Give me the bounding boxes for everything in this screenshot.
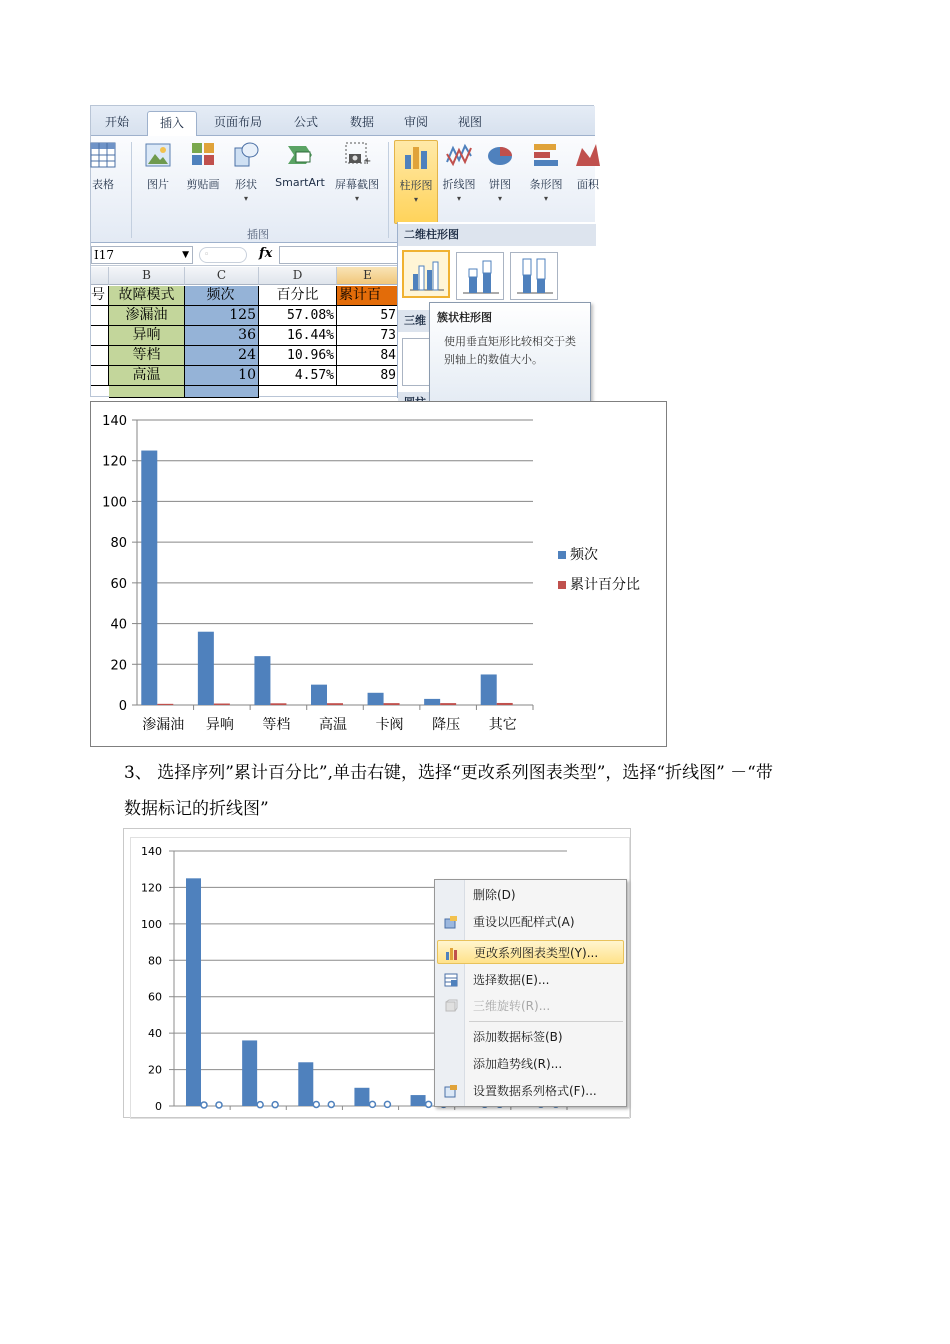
chart-type-tooltip (429, 302, 591, 402)
tab-review[interactable]: 审阅 (403, 115, 428, 129)
menu-separator (469, 1021, 623, 1022)
y-tick-label: 40 (110, 617, 127, 633)
cell-mode[interactable]: 等档 (109, 346, 185, 366)
bar-frequency (254, 656, 270, 705)
column-header-b[interactable]: B (109, 267, 185, 285)
stacked-column-icon (457, 253, 503, 299)
series-marker (216, 1102, 222, 1108)
cell-row-index[interactable] (91, 346, 109, 366)
menu-item-label: 删除(D) (473, 888, 516, 902)
y-tick-label: 120 (102, 454, 127, 470)
chevron-down-icon: ▾ (497, 194, 502, 203)
chevron-down-icon: ▾ (543, 194, 548, 203)
bar-cumulative (214, 704, 230, 705)
bar-frequency (411, 1095, 426, 1106)
y-tick-label: 120 (141, 881, 162, 895)
tab-home[interactable]: 开始 (104, 115, 129, 129)
column-chart-label: 柱形图 (399, 179, 433, 192)
bar-frequency (198, 632, 214, 705)
screenshot-label: 屏幕截图 (335, 178, 379, 191)
pie-chart-button[interactable] (483, 140, 517, 224)
tooltip-title: 簇状柱形图 (437, 311, 492, 324)
tab-formulas[interactable]: 公式 (293, 115, 318, 129)
menu-item-label: 选择数据(E)... (473, 973, 550, 987)
smartart-label: SmartArt (275, 176, 325, 189)
tab-insert[interactable]: 插入 (147, 111, 197, 137)
series-marker (313, 1101, 319, 1107)
cell-mode[interactable]: 高温 (109, 366, 185, 386)
smartart-button[interactable] (269, 140, 331, 224)
area-chart-label: 面积 (577, 178, 599, 191)
illustrations-group-label: 插图 (247, 228, 269, 241)
clipart-button[interactable] (181, 140, 225, 224)
area-chart-icon (574, 140, 602, 170)
x-tick-label: 异响 (205, 717, 234, 733)
cell-mode-partial[interactable] (109, 386, 185, 398)
y-tick-label: 80 (110, 536, 127, 552)
series-marker (426, 1101, 432, 1107)
cell-partial-header[interactable]: 号 (91, 286, 109, 306)
table-icon (89, 140, 117, 170)
formula-cancel-enter-area: ◦ (199, 247, 247, 263)
y-tick-label: 140 (141, 845, 162, 858)
y-tick-label: 60 (110, 576, 127, 592)
shapes-label: 形状 (235, 178, 257, 191)
bar-frequency (141, 451, 157, 705)
bar-chart-button[interactable] (525, 140, 567, 224)
chevron-down-icon: ▾ (354, 194, 359, 203)
clustered-column-icon (404, 252, 448, 296)
x-tick-label: 降压 (432, 717, 461, 733)
cell-cumulative[interactable]: 84 (337, 346, 399, 366)
ribbon-tab-bar (91, 106, 595, 136)
cell-frequency[interactable]: 10 (185, 366, 259, 386)
name-box[interactable] (91, 246, 193, 264)
menu-item-label: 添加趋势线(R)... (473, 1057, 563, 1071)
menu-item-label: 更改系列图表类型(Y)... (474, 946, 599, 960)
tooltip-body: 使用垂直矩形比较相交于类别轴上的数值大小。 (444, 335, 576, 366)
cell-row-index[interactable] (91, 326, 109, 346)
menu-item-3d-rotation (437, 994, 624, 1018)
cell-row-index[interactable] (91, 306, 109, 326)
series-marker (201, 1102, 207, 1108)
cell-cumulative[interactable]: 57 (337, 306, 399, 326)
excel-insert-ribbon-screenshot (90, 105, 599, 397)
line-chart-button[interactable] (439, 140, 479, 224)
y-tick-label: 80 (148, 954, 162, 968)
series-marker (272, 1102, 278, 1108)
cell-frequency-partial[interactable] (185, 386, 259, 398)
format-series-icon (444, 1084, 458, 1098)
menu-item-reset-style[interactable] (437, 910, 624, 934)
column-chart-icon (402, 141, 430, 171)
chart-canvas (91, 402, 666, 746)
cell-cumulative[interactable]: 89 (337, 366, 399, 386)
x-tick-label: 其它 (488, 717, 517, 733)
bar-frequency (354, 1088, 369, 1106)
y-tick-label: 140 (102, 414, 127, 429)
line-chart-label: 折线图 (442, 178, 476, 191)
bar-cumulative (270, 703, 286, 705)
cell-header-cumulative[interactable]: 累计百 (337, 286, 399, 306)
smartart-icon (286, 140, 314, 170)
column-header-partial[interactable] (91, 267, 109, 285)
bar-frequency (311, 685, 327, 705)
bar-frequency (298, 1062, 313, 1106)
chevron-down-icon: ▼ (182, 250, 189, 260)
bar-cumulative (384, 703, 400, 705)
bar-chart-label: 条形图 (529, 178, 563, 191)
menu-item-label: 三维旋转(R)... (473, 999, 551, 1013)
series-marker (328, 1101, 334, 1107)
y-tick-label: 20 (110, 658, 127, 674)
y-tick-label: 40 (148, 1027, 162, 1041)
y-tick-label: 20 (148, 1063, 162, 1077)
3d-column-thumb[interactable] (402, 338, 432, 386)
pie-chart-icon (486, 140, 514, 170)
y-tick-label: 60 (148, 990, 162, 1004)
screenshot-button[interactable] (331, 140, 383, 224)
picture-button[interactable] (141, 140, 175, 224)
legend-swatch (558, 581, 566, 589)
cell-mode[interactable]: 异响 (109, 326, 185, 346)
cell-row-index[interactable] (91, 366, 109, 386)
column-header-e[interactable]: E (337, 267, 399, 285)
tab-data[interactable]: 数据 (349, 115, 374, 129)
column-chart-frequency (90, 401, 667, 747)
shapes-button[interactable] (229, 140, 263, 224)
clipart-icon (189, 140, 217, 170)
series-context-menu (434, 879, 627, 1107)
x-tick-label: 等档 (262, 717, 291, 733)
cell-frequency[interactable]: 125 (185, 306, 259, 326)
menu-item-label: 设置数据系列格式(F)... (473, 1084, 597, 1098)
menu-item-select-data[interactable] (437, 968, 624, 992)
series-marker (257, 1102, 263, 1108)
picture-label: 图片 (147, 178, 169, 191)
cell-percent[interactable]: 10.96% (259, 346, 337, 366)
menu-item-label: 添加数据标签(B) (473, 1030, 563, 1044)
bar-cumulative (440, 703, 456, 705)
name-box-value: I17 (94, 248, 115, 262)
gallery-section-3d: 三维 (398, 310, 430, 332)
instruction-step-3-line1: 3、 选择序列”累计百分比”,单击右键，选择“更改系列图表类型”，选择“折线图” －“带 (124, 763, 773, 783)
tab-view[interactable]: 视图 (457, 115, 482, 129)
cell-header-percent[interactable]: 百分比 (259, 286, 337, 306)
percent-stacked-column-icon (511, 253, 557, 299)
cell-mode[interactable]: 渗漏油 (109, 306, 185, 326)
chevron-down-icon: ▾ (456, 194, 461, 203)
y-tick-label: 0 (155, 1100, 162, 1113)
series-marker (369, 1101, 375, 1107)
cell-percent[interactable]: 16.44% (259, 326, 337, 346)
tab-page-layout[interactable]: 页面布局 (213, 115, 262, 129)
cell-header-mode[interactable]: 故障模式 (109, 286, 185, 306)
bar-frequency (368, 693, 384, 705)
cell-cumulative[interactable]: 73 (337, 326, 399, 346)
legend-label: 累计百分比 (570, 577, 640, 593)
cell-percent[interactable]: 57.08% (259, 306, 337, 326)
y-tick-label: 100 (102, 495, 127, 511)
bar-frequency (186, 878, 201, 1106)
x-tick-label: 卡阀 (375, 717, 404, 733)
table-button[interactable] (85, 140, 121, 224)
bar-frequency (242, 1040, 257, 1106)
column-header-c[interactable]: C (185, 267, 259, 285)
bar-frequency (481, 674, 497, 705)
menu-item-delete[interactable] (437, 883, 624, 907)
group-separator (388, 142, 389, 238)
cell-percent[interactable]: 4.57% (259, 366, 337, 386)
menu-item-format-data-series[interactable] (437, 1079, 624, 1103)
clipart-label: 剪贴画 (186, 178, 220, 191)
percent-stacked-column-thumb[interactable] (510, 252, 558, 300)
menu-item-label: 重设以匹配样式(A) (473, 915, 575, 929)
cell-frequency[interactable]: 36 (185, 326, 259, 346)
menu-item-change-series-chart-type[interactable] (437, 940, 624, 964)
chevron-down-icon: ▾ (413, 195, 418, 204)
screenshot-icon (343, 140, 371, 170)
group-separator (131, 142, 132, 238)
cell-frequency[interactable]: 24 (185, 346, 259, 366)
column-chart-button[interactable] (394, 140, 438, 224)
instruction-step-3-line2: 数据标记的折线图” (124, 799, 269, 819)
legend-label: 频次 (570, 547, 598, 563)
menu-item-add-data-labels[interactable] (437, 1025, 624, 1049)
insert-function-icon[interactable]: fx (259, 246, 273, 261)
menu-item-add-trendline[interactable] (437, 1052, 624, 1076)
column-header-d[interactable]: D (259, 267, 337, 285)
y-tick-label: 100 (141, 917, 162, 931)
bar-chart-icon (532, 140, 560, 170)
stacked-column-thumb[interactable] (456, 252, 504, 300)
x-tick-label: 高温 (319, 717, 347, 733)
select-data-icon (444, 973, 458, 987)
bar-cumulative (497, 703, 513, 705)
line-chart-icon (445, 140, 473, 170)
x-tick-label: 渗漏油 (142, 717, 185, 733)
bar-cumulative (327, 703, 343, 705)
pie-chart-label: 饼图 (489, 178, 511, 191)
gallery-section-2d: 二维柱形图 (398, 224, 596, 246)
bar-frequency (424, 699, 440, 705)
bar-cumulative (157, 704, 173, 705)
y-tick-label: 0 (118, 699, 127, 714)
shapes-icon (232, 140, 260, 170)
series-marker (384, 1101, 390, 1107)
chevron-down-icon: ▾ (243, 194, 248, 203)
3d-rotation-icon (444, 999, 458, 1013)
cell-header-frequency[interactable]: 频次 (185, 286, 259, 306)
reset-style-icon (444, 915, 458, 929)
picture-icon (144, 140, 172, 170)
clustered-column-thumb[interactable] (402, 250, 450, 298)
legend-swatch (558, 551, 566, 559)
table-label: 表格 (92, 178, 114, 191)
column-chart-icon (445, 946, 459, 960)
area-chart-button[interactable] (571, 140, 605, 224)
svg-text:+: + (363, 156, 372, 167)
